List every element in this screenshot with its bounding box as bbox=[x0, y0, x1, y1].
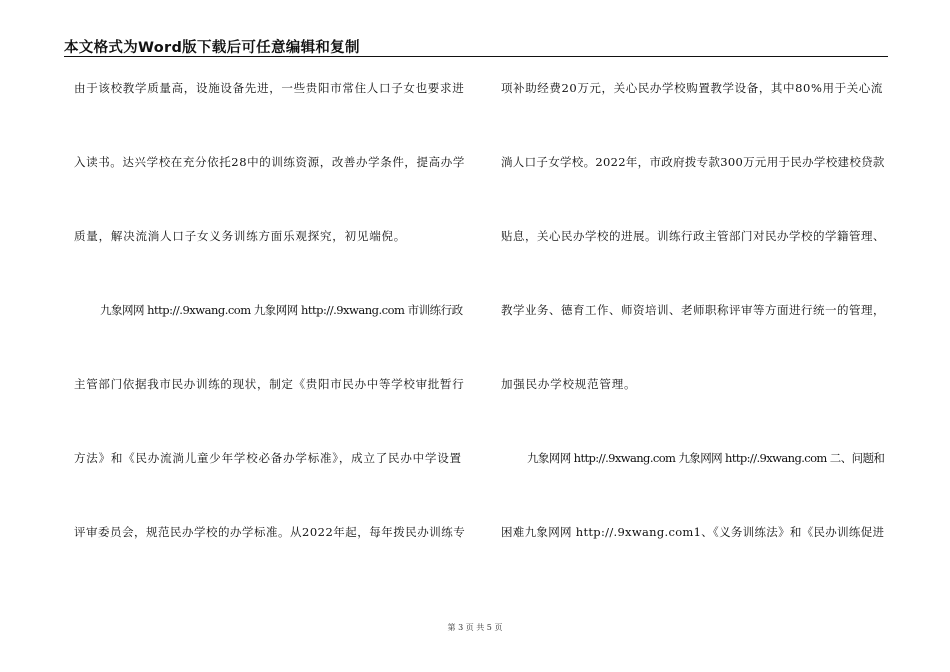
text-line: 九象网网 http://.9xwang.com 九象网网 http://.9xwang.com 二、问题和 bbox=[527, 451, 885, 465]
text-line: 评审委员会，规范民办学校的办学标准。从2022年起，每年拨民办训练专 bbox=[74, 525, 466, 539]
text-line: 九象网网 http://.9xwang.com 九象网网 http://.9xwang.com 市训练行政 bbox=[100, 303, 463, 317]
text-line: 质量，解决流淌人口子女义务训练方面乐观探究，初见端倪。 bbox=[74, 229, 407, 243]
text-line: 困难九象网网 http://.9xwang.com1、《义务训练法》和《民办训练促进 bbox=[501, 525, 885, 539]
text-line: 项补助经费20万元，关心民办学校购置教学设备，其中80%用于关心流 bbox=[501, 81, 883, 95]
text-line: 贴息，关心民办学校的进展。训练行政主管部门对民办学校的学籍管理、 bbox=[501, 229, 885, 243]
header-divider bbox=[64, 56, 888, 57]
text-line: 入读书。达兴学校在充分依托28中的训练资源，改善办学条件，提高办学 bbox=[74, 155, 465, 169]
text-line: 教学业务、德育工作、师资培训、老师职称评审等方面进行统一的管理， bbox=[501, 303, 885, 317]
page-number-footer: 第 3 页 共 5 页 bbox=[447, 623, 503, 632]
page-header-title: 本文格式为Word版下载后可任意编辑和复制 bbox=[64, 40, 360, 56]
text-line: 淌人口子女学校。2022年，市政府拨专款300万元用于民办学校建校贷款 bbox=[501, 155, 885, 169]
text-line: 方法》和《民办流淌儿童少年学校必备办学标准》，成立了民办中学设置 bbox=[74, 451, 462, 465]
text-line: 由于该校教学质量高，设施设备先进，一些贵阳市常住人口子女也要求进 bbox=[74, 81, 465, 95]
text-line: 主管部门依据我市民办训练的现状，制定《贵阳市民办中等学校审批暂行 bbox=[74, 377, 465, 391]
text-line: 加强民办学校规范管理。 bbox=[501, 377, 637, 391]
